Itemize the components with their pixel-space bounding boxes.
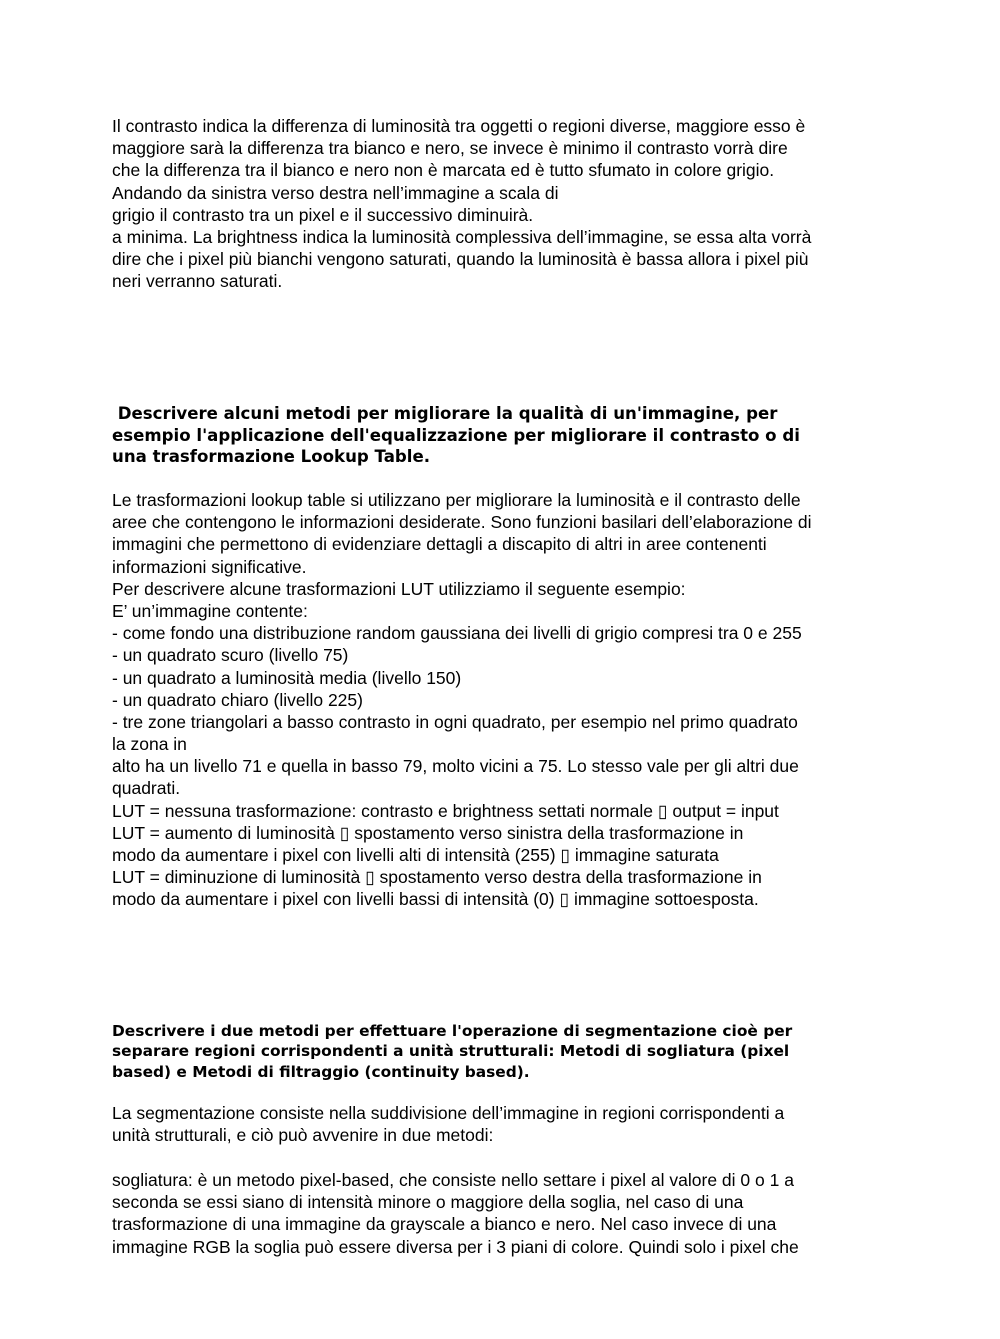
text-line: dire che i pixel più bianchi vengono saturati, quando la luminosità è bassa allora i pixel più	[112, 249, 809, 270]
lut-line: LUT = aumento di luminosità ▯ spostamento verso sinistra della trasformazione in	[112, 822, 744, 843]
text-line: E’ un’immagine contente:	[112, 600, 308, 621]
intro-paragraph	[112, 115, 902, 293]
text-line: quadrati.	[112, 778, 181, 799]
text-line: che la differenza tra il bianco e nero non è marcata ed è tutto sfumato in colore grigio.	[112, 160, 775, 181]
text-line: alto ha un livello 71 e quella in basso 79, molto vicini a 75. Lo stesso vale per gli altri due	[112, 756, 799, 777]
text-line: Il contrasto indica la differenza di luminosità tra oggetti o regioni diverse, maggiore esso è	[112, 116, 806, 136]
heading-line: esempio l'applicazione dell'equalizzazione per migliorare il contrasto o di	[112, 425, 800, 445]
heading-line: separare regioni corrispondenti a unità strutturali: Metodi di sogliatura (pixel	[112, 1042, 790, 1061]
text-line: trasformazione di una immagine da grayscale a bianco e nero. Nel caso invece di una	[112, 1214, 777, 1235]
list-item: - un quadrato scuro (livello 75)	[112, 645, 349, 666]
list-item: - tre zone triangolari a basso contrasto in ogni quadrato, per esempio nel primo quadrato	[112, 711, 798, 732]
text-line: sogliatura: è un metodo pixel-based, che consiste nello settare i pixel al valore di 0 o 1 a	[112, 1170, 794, 1190]
lut-line: LUT = diminuzione di luminosità ▯ spostamento verso destra della trasformazione in	[112, 867, 762, 888]
text-line: modo da aumentare i pixel con livelli alti di intensità (255) ▯ immagine saturata	[112, 845, 719, 865]
heading-line: Descrivere i due metodi per effettuare l'operazione di segmentazione cioè per	[112, 1022, 793, 1040]
lookup-table-paragraph	[112, 489, 902, 911]
section-heading-segmentation	[112, 1021, 902, 1082]
section-heading-lookup-table	[112, 403, 902, 468]
text-line: maggiore sarà la differenza tra bianco e nero, se invece è minimo il contrasto vorrà dire	[112, 138, 788, 159]
text-line: a minima. La brightness indica la luminosità complessiva dell’immagine, se essa alta vorrà	[112, 226, 812, 247]
list-item: - come fondo una distribuzione random gaussiana dei livelli di grigio compresi tra 0 e 255	[112, 623, 802, 644]
text-line: aree che contengono le informazioni desiderate. Sono funzioni basilari dell’elaborazione di	[112, 512, 812, 533]
text-line: seconda se essi siano di intensità minore o maggiore della soglia, nel caso di una	[112, 1192, 744, 1213]
text-line: Andando da sinistra verso destra nell’immagine a scala di	[112, 182, 559, 203]
text-line: Le trasformazioni lookup table si utilizzano per migliorare la luminosità e il contrasto delle	[112, 490, 801, 510]
text-line: immagine RGB la soglia può essere diversa per i 3 piani di colore. Quindi solo i pixel che	[112, 1236, 799, 1257]
lut-line: LUT = nessuna trasformazione: contrasto e brightness settati normale ▯ output = input	[112, 800, 779, 821]
text-line: immagini che permettono di evidenziare dettagli a discapito di altri in aree contenenti	[112, 534, 767, 555]
segmentation-paragraph	[112, 1102, 902, 1146]
heading-line: Descrivere alcuni metodi per migliorare la qualità di un'immagine, per	[112, 404, 778, 423]
text-line: la zona in	[112, 734, 187, 755]
thresholding-paragraph	[112, 1169, 902, 1258]
heading-line: based) e Metodi di filtraggio (continuity based).	[112, 1062, 530, 1081]
text-line: unità strutturali, e ciò può avvenire in due metodi:	[112, 1125, 494, 1146]
list-item: - un quadrato a luminosità media (livello 150)	[112, 667, 462, 688]
text-line: grigio il contrasto tra un pixel e il successivo diminuirà.	[112, 204, 534, 225]
list-item: - un quadrato chiaro (livello 225)	[112, 689, 363, 710]
text-line: informazioni significative.	[112, 556, 307, 577]
text-line: La segmentazione consiste nella suddivisione dell’immagine in regioni corrispondenti a	[112, 1103, 785, 1123]
text-line: Per descrivere alcune trasformazioni LUT utilizziamo il seguente esempio:	[112, 578, 686, 599]
text-line: neri verranno saturati.	[112, 271, 283, 292]
heading-line: una trasformazione Lookup Table.	[112, 447, 431, 466]
text-line: modo da aumentare i pixel con livelli bassi di intensità (0) ▯ immagine sottoesposta.	[112, 889, 759, 910]
